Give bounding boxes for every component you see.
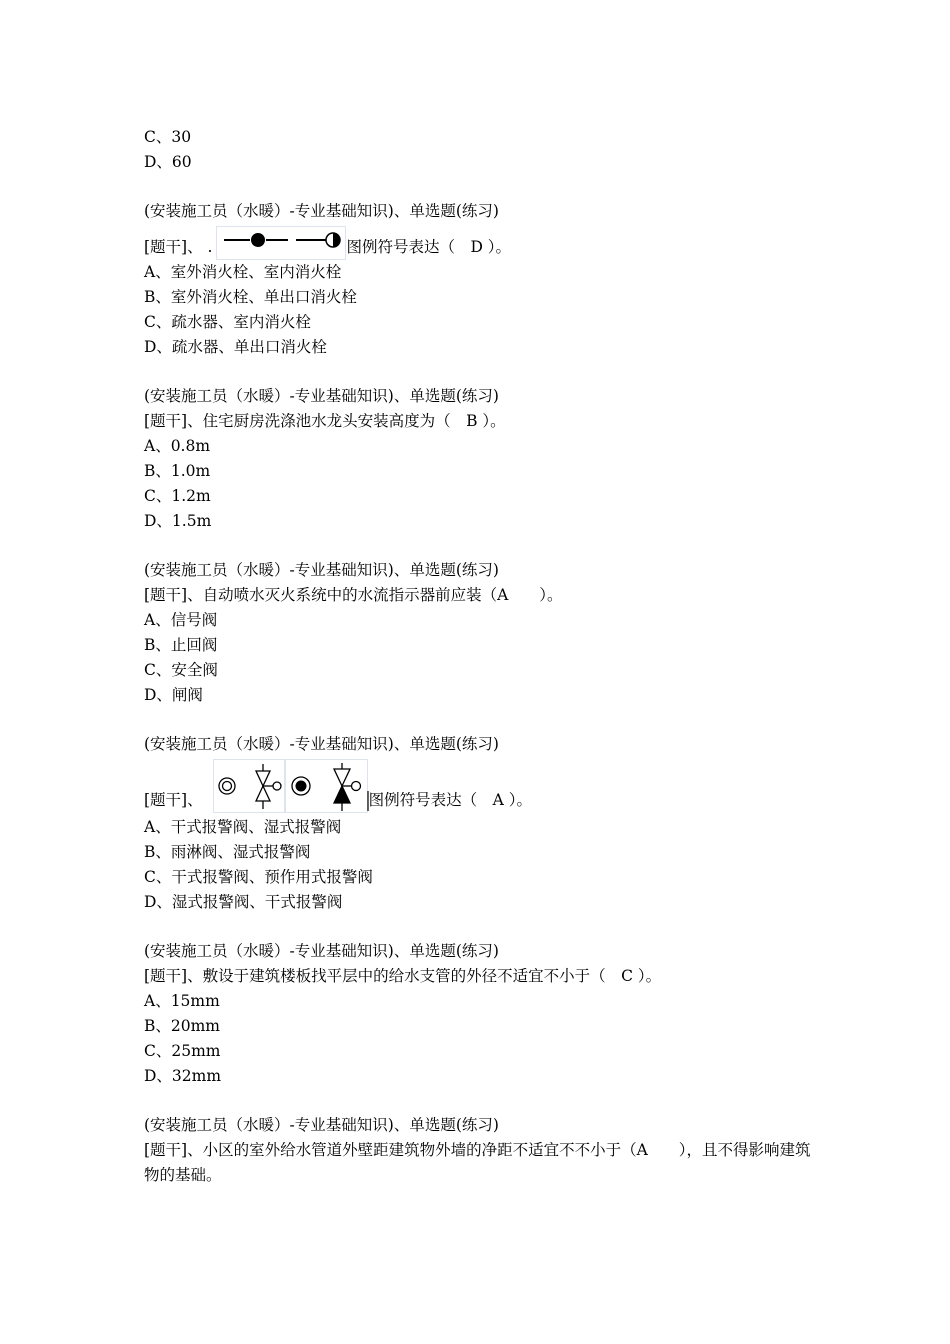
stem-suffix: 图例符号表达（ D ）。 [346, 238, 512, 256]
option-b: B、止回阀 [144, 636, 218, 654]
option-b: B、雨淋阀、湿式报警阀 [144, 843, 311, 861]
question-category: (安装施工员（水暖）-专业基础知识)、单选题(练习) [144, 942, 499, 960]
option-c: C、安全阀 [144, 661, 218, 679]
option-d: D、60 [144, 153, 192, 171]
hydrant-symbols-image [216, 226, 346, 260]
question-stem: [题干]、小区的室外给水管道外壁距建筑物外墙的净距不适宜不不小于（A ），且不得影响建筑物的基础。 [144, 1141, 811, 1184]
question-stem: [题干]、自动喷水灭火系统中的水流指示器前应装（A ）。 [144, 586, 563, 604]
option-b: B、室外消火栓、单出口消火栓 [144, 288, 357, 306]
option-d: D、疏水器、单出口消火栓 [144, 338, 327, 356]
question-stem [144, 757, 824, 813]
option-d: D、1.5m [144, 512, 212, 530]
stem-suffix: 图例符号表达（ A ）。 [368, 791, 532, 809]
stem-prefix: [题干]、 [144, 791, 203, 809]
option-a: A、15mm [144, 992, 220, 1010]
option-a: A、信号阀 [144, 611, 218, 629]
stem-prefix: [题干]、 . [144, 238, 213, 256]
option-b: B、20mm [144, 1017, 221, 1035]
question-stem [144, 226, 824, 260]
question-stem: [题干]、敷设于建筑楼板找平层中的给水支管的外径不适宜不小于（ C ）。 [144, 967, 662, 985]
option-c: C、干式报警阀、预作用式报警阀 [144, 868, 373, 886]
option-c: C、30 [144, 128, 192, 146]
option-c: C、1.2m [144, 487, 211, 505]
option-a: A、室外消火栓、室内消火栓 [144, 263, 342, 281]
alarm-valve-symbols-image [213, 759, 369, 813]
option-d: D、32mm [144, 1067, 222, 1085]
question-category: (安装施工员（水暖）-专业基础知识)、单选题(练习) [144, 561, 499, 579]
option-a: A、干式报警阀、湿式报警阀 [144, 818, 342, 836]
option-c: C、25mm [144, 1042, 221, 1060]
option-a: A、0.8m [144, 437, 211, 455]
question-category: (安装施工员（水暖）-专业基础知识)、单选题(练习) [144, 1116, 499, 1134]
question-category: (安装施工员（水暖）-专业基础知识)、单选题(练习) [144, 735, 499, 753]
question-category: (安装施工员（水暖）-专业基础知识)、单选题(练习) [144, 202, 499, 220]
option-d: D、闸阀 [144, 686, 203, 704]
document-content [144, 125, 824, 1188]
option-c: C、疏水器、室内消火栓 [144, 313, 311, 331]
question-category: (安装施工员（水暖）-专业基础知识)、单选题(练习) [144, 387, 499, 405]
option-b: B、1.0m [144, 462, 211, 480]
option-d: D、湿式报警阀、干式报警阀 [144, 893, 343, 911]
question-stem: [题干]、住宅厨房洗涤池水龙头安装高度为（ B ）。 [144, 412, 506, 430]
